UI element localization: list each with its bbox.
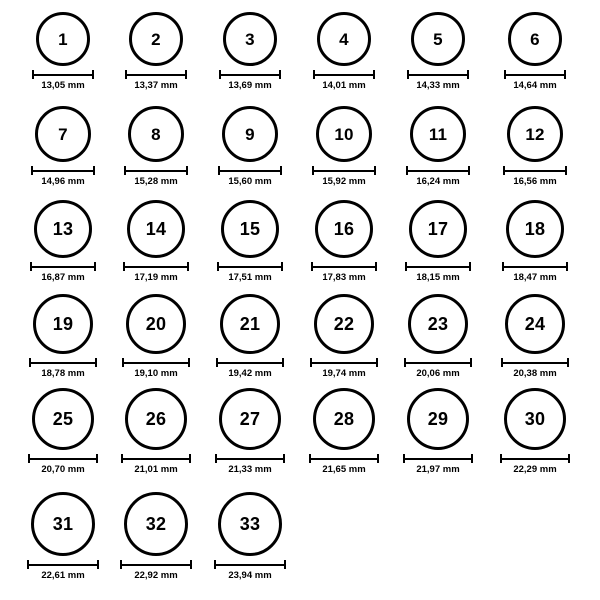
diameter-measure-bar <box>313 70 375 79</box>
diameter-measure-bar <box>28 454 98 463</box>
measure-line <box>120 564 192 566</box>
diameter-value: 15,92 mm <box>322 176 366 187</box>
measure-tick-left <box>407 70 409 79</box>
measure-line <box>403 458 473 460</box>
diameter-value: 18,78 mm <box>41 368 85 379</box>
ring-size-cell <box>116 492 196 581</box>
ring-size-label: 17 <box>427 219 449 239</box>
measure-tick-right <box>186 166 188 175</box>
diameter-measure-bar <box>407 70 469 79</box>
ring-circle <box>506 200 564 258</box>
measure-tick-left <box>214 560 216 569</box>
measure-line <box>311 266 377 268</box>
diameter-measure-bar <box>501 358 569 367</box>
measure-tick-right <box>185 70 187 79</box>
measure-line <box>216 362 284 364</box>
measure-tick-left <box>217 262 219 271</box>
diameter-value: 16,56 mm <box>513 176 557 187</box>
ring-circle <box>317 12 371 66</box>
ring-size-label: 20 <box>145 314 167 334</box>
measure-line <box>501 362 569 364</box>
ring-size-cell <box>495 388 575 475</box>
diameter-value: 19,74 mm <box>322 368 366 379</box>
ring-size-cell <box>210 294 290 379</box>
ring-size-label: 29 <box>427 409 449 429</box>
ring-size-cell <box>398 294 478 379</box>
ring-size-label: 28 <box>333 409 355 429</box>
diameter-measure-bar <box>309 454 379 463</box>
ring-size-label: 27 <box>239 409 261 429</box>
diameter-value: 13,69 mm <box>228 80 272 91</box>
ring-circle <box>125 388 187 450</box>
ring-circle <box>313 388 375 450</box>
diameter-measure-bar <box>502 262 568 271</box>
measure-tick-left <box>29 358 31 367</box>
measure-tick-left <box>122 358 124 367</box>
ring-circle <box>218 492 282 556</box>
ring-circle <box>407 388 469 450</box>
measure-line <box>30 266 96 268</box>
measure-tick-right <box>468 166 470 175</box>
measure-line <box>215 458 285 460</box>
measure-line <box>219 74 281 76</box>
ring-circle <box>220 294 280 354</box>
diameter-value: 15,60 mm <box>228 176 272 187</box>
diameter-measure-bar <box>125 70 187 79</box>
diameter-value: 13,37 mm <box>134 80 178 91</box>
measure-tick-right <box>284 560 286 569</box>
ring-size-label: 30 <box>524 409 546 429</box>
ring-circle <box>128 106 184 162</box>
diameter-measure-bar <box>312 166 376 175</box>
measure-tick-right <box>280 166 282 175</box>
measure-tick-right <box>377 454 379 463</box>
ring-circle <box>35 106 91 162</box>
ring-size-cell <box>23 388 103 475</box>
measure-tick-right <box>187 262 189 271</box>
ring-circle <box>507 106 563 162</box>
measure-line <box>500 458 570 460</box>
measure-tick-right <box>283 454 285 463</box>
measure-tick-left <box>500 454 502 463</box>
measure-tick-right <box>188 358 190 367</box>
ring-circle <box>223 12 277 66</box>
measure-tick-left <box>504 70 506 79</box>
diameter-value: 15,28 mm <box>134 176 178 187</box>
ring-size-label: 26 <box>145 409 167 429</box>
ring-size-label: 13 <box>52 219 74 239</box>
measure-tick-right <box>373 70 375 79</box>
measure-tick-right <box>279 70 281 79</box>
ring-circle <box>33 294 93 354</box>
measure-tick-left <box>501 358 503 367</box>
measure-tick-left <box>503 166 505 175</box>
ring-circle <box>32 388 94 450</box>
diameter-measure-bar <box>310 358 378 367</box>
measure-line <box>31 170 95 172</box>
ring-circle <box>504 388 566 450</box>
ring-size-label: 4 <box>339 29 349 49</box>
diameter-measure-bar <box>27 560 99 569</box>
measure-line <box>404 362 472 364</box>
measure-tick-left <box>121 454 123 463</box>
diameter-value: 13,05 mm <box>41 80 85 91</box>
ring-size-cell <box>23 200 103 283</box>
ring-size-cell <box>304 106 384 187</box>
ring-size-label: 23 <box>427 314 449 334</box>
ring-circle <box>129 12 183 66</box>
diameter-value: 17,83 mm <box>322 272 366 283</box>
diameter-value: 23,94 mm <box>228 570 272 581</box>
ring-size-cell <box>210 388 290 475</box>
ring-size-cell <box>116 200 196 283</box>
diameter-measure-bar <box>30 262 96 271</box>
diameter-measure-bar <box>31 166 95 175</box>
ring-size-cell <box>495 200 575 283</box>
measure-tick-right <box>92 70 94 79</box>
measure-tick-right <box>467 70 469 79</box>
ring-circle <box>126 294 186 354</box>
measure-tick-left <box>406 166 408 175</box>
ring-size-cell <box>210 106 290 187</box>
measure-line <box>503 170 567 172</box>
ring-size-label: 19 <box>52 314 74 334</box>
measure-line <box>313 74 375 76</box>
ring-size-label: 12 <box>525 124 545 144</box>
ring-size-cell <box>304 388 384 475</box>
ring-size-label: 14 <box>145 219 167 239</box>
diameter-value: 20,70 mm <box>41 464 85 475</box>
diameter-value: 14,96 mm <box>41 176 85 187</box>
measure-tick-left <box>405 262 407 271</box>
ring-size-cell <box>398 388 478 475</box>
ring-circle <box>316 106 372 162</box>
diameter-value: 19,42 mm <box>228 368 272 379</box>
ring-size-cell <box>398 106 478 187</box>
diameter-measure-bar <box>124 166 188 175</box>
diameter-measure-bar <box>123 262 189 271</box>
ring-size-label: 31 <box>52 514 74 534</box>
measure-tick-right <box>471 454 473 463</box>
measure-tick-right <box>470 358 472 367</box>
diameter-value: 21,97 mm <box>416 464 460 475</box>
ring-size-cell <box>304 12 384 91</box>
diameter-measure-bar <box>120 560 192 569</box>
measure-tick-right <box>282 358 284 367</box>
measure-tick-right <box>96 454 98 463</box>
diameter-value: 18,15 mm <box>416 272 460 283</box>
ring-size-cell <box>398 200 478 283</box>
ring-size-cell <box>116 106 196 187</box>
diameter-measure-bar <box>214 560 286 569</box>
measure-tick-right <box>376 358 378 367</box>
measure-line <box>310 362 378 364</box>
diameter-measure-bar <box>500 454 570 463</box>
ring-size-label: 8 <box>151 124 161 144</box>
ring-circle <box>34 200 92 258</box>
measure-tick-left <box>30 262 32 271</box>
measure-line <box>122 362 190 364</box>
diameter-value: 22,29 mm <box>513 464 557 475</box>
diameter-value: 14,64 mm <box>513 80 557 91</box>
ring-size-label: 7 <box>58 124 68 144</box>
measure-tick-right <box>190 560 192 569</box>
diameter-measure-bar <box>219 70 281 79</box>
measure-tick-right <box>566 262 568 271</box>
ring-circle <box>219 388 281 450</box>
measure-tick-right <box>93 166 95 175</box>
diameter-measure-bar <box>403 454 473 463</box>
measure-tick-left <box>31 166 33 175</box>
ring-size-cell <box>116 388 196 475</box>
diameter-value: 21,01 mm <box>134 464 178 475</box>
diameter-measure-bar <box>216 358 284 367</box>
ring-circle <box>505 294 565 354</box>
measure-tick-left <box>218 166 220 175</box>
measure-tick-right <box>189 454 191 463</box>
ring-size-label: 2 <box>151 29 161 49</box>
measure-tick-left <box>219 70 221 79</box>
measure-tick-right <box>94 262 96 271</box>
diameter-value: 22,92 mm <box>134 570 178 581</box>
measure-tick-left <box>216 358 218 367</box>
ring-circle <box>222 106 278 162</box>
diameter-measure-bar <box>217 262 283 271</box>
ring-circle <box>411 12 465 66</box>
ring-size-cell <box>495 106 575 187</box>
measure-tick-left <box>312 166 314 175</box>
diameter-value: 22,61 mm <box>41 570 85 581</box>
measure-tick-left <box>27 560 29 569</box>
ring-size-label: 32 <box>145 514 167 534</box>
diameter-measure-bar <box>32 70 94 79</box>
measure-tick-left <box>404 358 406 367</box>
ring-size-label: 33 <box>239 514 261 534</box>
ring-size-cell <box>210 12 290 91</box>
measure-line <box>312 170 376 172</box>
measure-line <box>406 170 470 172</box>
diameter-measure-bar <box>218 166 282 175</box>
measure-tick-right <box>469 262 471 271</box>
diameter-value: 21,65 mm <box>322 464 366 475</box>
measure-line <box>214 564 286 566</box>
diameter-value: 16,24 mm <box>416 176 460 187</box>
ring-size-label: 24 <box>524 314 546 334</box>
diameter-value: 18,47 mm <box>513 272 557 283</box>
ring-size-cell <box>23 492 103 581</box>
measure-tick-left <box>313 70 315 79</box>
ring-size-cell <box>210 492 290 581</box>
ring-circle <box>124 492 188 556</box>
measure-line <box>217 266 283 268</box>
measure-line <box>121 458 191 460</box>
measure-tick-left <box>502 262 504 271</box>
measure-tick-left <box>215 454 217 463</box>
measure-tick-left <box>310 358 312 367</box>
diameter-measure-bar <box>504 70 566 79</box>
ring-size-cell <box>116 12 196 91</box>
measure-tick-right <box>565 166 567 175</box>
ring-size-label: 22 <box>333 314 355 334</box>
ring-size-label: 25 <box>52 409 74 429</box>
measure-line <box>309 458 379 460</box>
measure-tick-right <box>564 70 566 79</box>
measure-tick-left <box>309 454 311 463</box>
diameter-value: 20,06 mm <box>416 368 460 379</box>
diameter-measure-bar <box>503 166 567 175</box>
measure-tick-left <box>403 454 405 463</box>
ring-size-label: 11 <box>428 124 448 144</box>
measure-tick-right <box>95 358 97 367</box>
diameter-value: 21,33 mm <box>228 464 272 475</box>
measure-tick-right <box>568 454 570 463</box>
ring-size-label: 6 <box>530 29 540 49</box>
diameter-measure-bar <box>406 166 470 175</box>
ring-circle <box>127 200 185 258</box>
measure-tick-left <box>32 70 34 79</box>
diameter-value: 14,33 mm <box>416 80 460 91</box>
measure-line <box>27 564 99 566</box>
ring-size-cell <box>495 12 575 91</box>
measure-tick-right <box>374 166 376 175</box>
measure-tick-right <box>281 262 283 271</box>
ring-size-label: 18 <box>524 219 546 239</box>
ring-circle <box>410 106 466 162</box>
measure-tick-left <box>125 70 127 79</box>
measure-tick-left <box>124 166 126 175</box>
ring-size-cell <box>398 12 478 91</box>
ring-size-label: 5 <box>433 29 443 49</box>
diameter-value: 16,87 mm <box>41 272 85 283</box>
ring-size-label: 9 <box>245 124 255 144</box>
ring-size-label: 10 <box>334 124 354 144</box>
ring-size-cell <box>23 12 103 91</box>
measure-tick-right <box>567 358 569 367</box>
ring-circle <box>508 12 562 66</box>
diameter-measure-bar <box>215 454 285 463</box>
diameter-measure-bar <box>29 358 97 367</box>
ring-size-cell <box>23 106 103 187</box>
diameter-value: 14,01 mm <box>322 80 366 91</box>
diameter-measure-bar <box>121 454 191 463</box>
diameter-measure-bar <box>404 358 472 367</box>
measure-line <box>218 170 282 172</box>
measure-tick-left <box>28 454 30 463</box>
ring-circle <box>314 294 374 354</box>
ring-circle <box>409 200 467 258</box>
diameter-value: 17,51 mm <box>228 272 272 283</box>
ring-size-cell <box>116 294 196 379</box>
ring-size-label: 1 <box>58 29 68 49</box>
ring-circle <box>36 12 90 66</box>
ring-size-label: 15 <box>239 219 261 239</box>
measure-line <box>124 170 188 172</box>
measure-tick-left <box>120 560 122 569</box>
measure-tick-right <box>97 560 99 569</box>
measure-line <box>32 74 94 76</box>
ring-size-cell <box>210 200 290 283</box>
diameter-value: 17,19 mm <box>134 272 178 283</box>
ring-size-cell <box>304 294 384 379</box>
ring-size-label: 16 <box>333 219 355 239</box>
measure-line <box>29 362 97 364</box>
measure-line <box>125 74 187 76</box>
ring-circle <box>221 200 279 258</box>
ring-size-label: 21 <box>239 314 261 334</box>
measure-line <box>504 74 566 76</box>
measure-tick-right <box>375 262 377 271</box>
diameter-value: 20,38 mm <box>513 368 557 379</box>
diameter-measure-bar <box>122 358 190 367</box>
measure-line <box>502 266 568 268</box>
measure-line <box>28 458 98 460</box>
ring-size-cell <box>304 200 384 283</box>
diameter-measure-bar <box>311 262 377 271</box>
ring-circle <box>31 492 95 556</box>
measure-line <box>123 266 189 268</box>
measure-line <box>407 74 469 76</box>
ring-circle <box>408 294 468 354</box>
ring-size-label: 3 <box>245 29 255 49</box>
measure-tick-left <box>123 262 125 271</box>
measure-tick-left <box>311 262 313 271</box>
ring-size-cell <box>495 294 575 379</box>
ring-size-cell <box>23 294 103 379</box>
diameter-measure-bar <box>405 262 471 271</box>
diameter-value: 19,10 mm <box>134 368 178 379</box>
measure-line <box>405 266 471 268</box>
ring-circle <box>315 200 373 258</box>
